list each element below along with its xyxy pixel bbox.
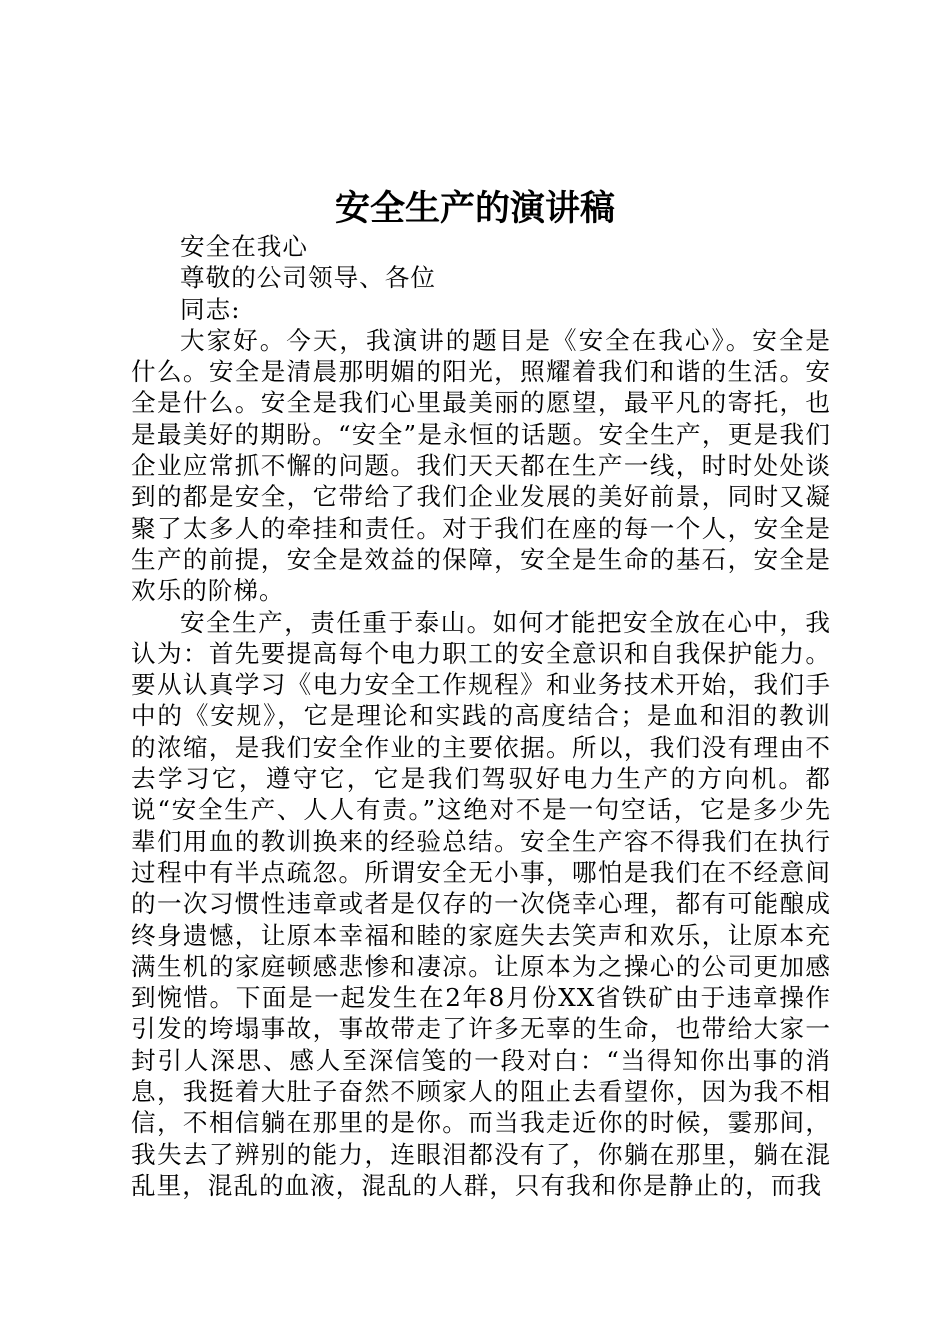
document-title: 安全生产的演讲稿 [334,188,615,229]
salutation-continued-paragraph: 同志: [180,294,241,324]
subtitle-paragraph: 安全在我心 [180,232,308,261]
salutation-paragraph: 尊敬的公司领导、各位 [180,263,436,293]
body-paragraph: 安全生产，责任重于泰山。如何才能把安全放在心中，我认为：首先要提高每个电力职工的安全意识和自我保护能力。要从认真学习《电力安全工作规程》和业务技术开始，我们手中的《安规》，它是理论和实践的高度结合；是血和泪的教训的浓缩，是我们安全作业的主要依据。所以，我们没有理由不去学习它，遵守它，它是我们驾驭好电力生产的方向机。都说“安全生产、人人有责。”这绝对不是一句空话，它是多少先辈们用血的教训换来的经验总结。安全生产容不得我们在执行过程中有半点疏忽。所谓安全无小事，哪怕是我们在不经意间的一次习惯性违章或者是仅存的一次侥幸心理，都有可能酿成终身遗憾，让原本幸福和睦的家庭失去笑声和欢乐，让原本充满生机的家庭顿感悲惨和凄凉。让原本为之操心的公司更加感到惋惜。下面是一起发生在2年8月份XX省铁矿由于违章操作引发的垮塌事故，事故带走了许多无辜的生命，也带给大家一封引人深思、感人至深信笺的一段对白：“当得知你出事的消息，我挺着大肚子奋然不顾家人的阻止去看望你，因为我不相信，不相信躺在那里的是你。而当我走近你的时候，霎那间，我失去了辨别的能力，连眼泪都没有了，你躺在那里，躺在混乱里，混乱的血液，混乱的人群，只有我和你是静止的，而我 [131,607,831,1200]
document-body [131,231,831,1201]
body-paragraph: 大家好。今天，我演讲的题目是《安全在我心》。安全是什么。安全是清晨那明媚的阳光，照耀着我们和谐的生活。安全是什么。安全是我们心里最美丽的愿望，最平凡的寄托，也是最美好的期盼。“安全”是永恒的话题。安全生产，更是我们企业应常抓不懈的问题。我们天天都在生产一线，时时处处谈到的都是安全，它带给了我们企业发展的美好前景，同时又凝聚了太多人的牵挂和责任。对于我们在座的每一个人，安全是生产的前提，安全是效益的保障，安全是生命的基石，安全是欢乐的阶梯。 [131,325,831,606]
